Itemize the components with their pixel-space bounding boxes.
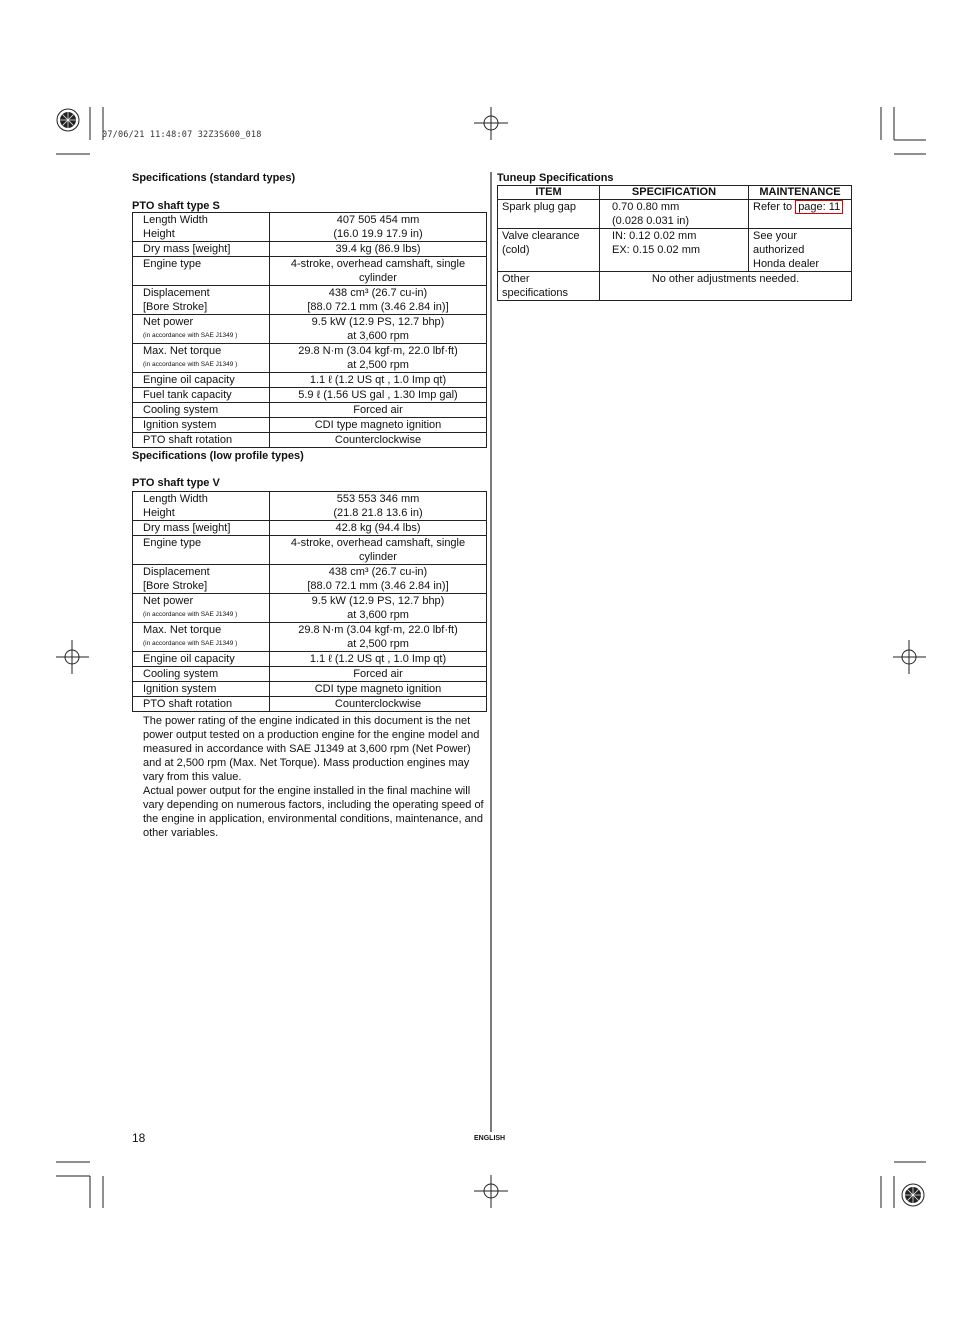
heading-low-profile-types: Specifications (low profile types) bbox=[132, 450, 304, 462]
sae-note: (in accordance with SAE J1349 ) bbox=[143, 611, 238, 618]
spec-label-cell bbox=[133, 565, 270, 594]
print-stamp: 07/06/21 11:48:07 32Z3S600_018 bbox=[102, 130, 262, 140]
table-row bbox=[133, 286, 487, 315]
item-cell: Valve clearance (cold) bbox=[498, 229, 600, 272]
page-number: 18 bbox=[132, 1131, 146, 1145]
spec-value-cell: 4-stroke, overhead camshaft, single cylinder bbox=[270, 536, 487, 565]
spec-value-cell: 5.9 ℓ (1.56 US gal , 1.30 Imp gal) bbox=[270, 388, 487, 403]
spec-value-cell: 39.4 kg (86.9 lbs) bbox=[270, 242, 487, 257]
spec-value-cell: 553 553 346 mm (21.8 21.8 13.6 in) bbox=[270, 492, 487, 521]
table-row bbox=[133, 213, 487, 242]
spec-label-cell bbox=[133, 492, 270, 521]
spec-label: Engine oil capacity bbox=[143, 374, 235, 386]
spec-value-cell: Counterclockwise bbox=[270, 433, 487, 448]
spec-label: Displacement [Bore Stroke] bbox=[143, 566, 210, 592]
spec-table-v bbox=[132, 491, 487, 712]
spec-label: Net power bbox=[143, 316, 194, 328]
item-cell: Spark plug gap bbox=[498, 200, 600, 229]
table-v-title: PTO shaft type V bbox=[132, 477, 220, 489]
table-row bbox=[133, 652, 487, 667]
spec-label: Dry mass [weight] bbox=[143, 243, 231, 255]
spec-value-cell: CDI type magneto ignition bbox=[270, 682, 487, 697]
table-row bbox=[133, 492, 487, 521]
spec-value-cell: CDI type magneto ignition bbox=[270, 418, 487, 433]
spec-label-cell bbox=[133, 433, 270, 448]
language-label: ENGLISH bbox=[474, 1135, 506, 1142]
spec-value-cell: 29.8 N·m (3.04 kgf·m, 22.0 lbf·ft) at 2,500 rpm bbox=[270, 344, 487, 373]
spec-label: Cooling system bbox=[143, 668, 219, 680]
registration-target-icon bbox=[902, 1184, 924, 1206]
table-row bbox=[498, 200, 852, 229]
table-row bbox=[133, 403, 487, 418]
spec-label: Net power bbox=[143, 595, 194, 607]
spec-label-cell bbox=[133, 697, 270, 712]
spec-label-cell bbox=[133, 403, 270, 418]
spec-value-cell: Forced air bbox=[270, 403, 487, 418]
maintenance-cell: See your authorized Honda dealer bbox=[749, 229, 852, 272]
table-row bbox=[133, 623, 487, 652]
spec-label: Length Width Height bbox=[143, 493, 208, 519]
sae-note: (in accordance with SAE J1349 ) bbox=[143, 332, 238, 339]
page-reference-link[interactable]: page: 11 bbox=[795, 200, 843, 214]
table-row bbox=[133, 521, 487, 536]
table-row bbox=[133, 257, 487, 286]
table-row bbox=[133, 433, 487, 448]
table-row bbox=[133, 242, 487, 257]
spec-label-cell bbox=[133, 373, 270, 388]
table-row bbox=[133, 373, 487, 388]
spec-value-cell: Counterclockwise bbox=[270, 697, 487, 712]
spec-label: Max. Net torque bbox=[143, 624, 222, 636]
spec-label: Displacement [Bore Stroke] bbox=[143, 287, 210, 313]
sae-note: (in accordance with SAE J1349 ) bbox=[143, 640, 238, 647]
maintenance-cell bbox=[749, 200, 852, 229]
spec-label: Ignition system bbox=[143, 683, 217, 695]
maintenance-prefix: Refer to bbox=[753, 201, 796, 213]
spec-span-cell: No other adjustments needed. bbox=[600, 272, 852, 301]
spec-value-cell: 29.8 N·m (3.04 kgf·m, 22.0 lbf·ft) at 2,500 rpm bbox=[270, 623, 487, 652]
spec-label-cell bbox=[133, 536, 270, 565]
spec-label-cell bbox=[133, 344, 270, 373]
table-s-title: PTO shaft type S bbox=[132, 200, 220, 212]
spec-value-cell: 9.5 kW (12.9 PS, 12.7 bhp) at 3,600 rpm bbox=[270, 594, 487, 623]
heading-standard-types: Specifications (standard types) bbox=[132, 172, 296, 184]
spec-label: Engine type bbox=[143, 537, 202, 549]
table-row bbox=[498, 272, 852, 301]
power-rating-note bbox=[143, 714, 488, 840]
tuneup-heading: Tuneup Specifications bbox=[497, 172, 614, 184]
sae-note: (in accordance with SAE J1349 ) bbox=[143, 361, 238, 368]
table-row bbox=[133, 536, 487, 565]
spec-label: Engine type bbox=[143, 258, 202, 270]
tuneup-table bbox=[497, 185, 852, 301]
spec-label: Fuel tank capacity bbox=[143, 389, 232, 401]
spec-label-cell bbox=[133, 667, 270, 682]
table-row bbox=[498, 229, 852, 272]
spec-label-cell bbox=[133, 623, 270, 652]
spec-label-cell bbox=[133, 521, 270, 536]
registration-target-icon bbox=[57, 109, 79, 131]
table-row bbox=[133, 697, 487, 712]
spec-cell: IN: 0.12 0.02 mm EX: 0.15 0.02 mm bbox=[600, 229, 749, 272]
spec-label: PTO shaft rotation bbox=[143, 434, 233, 446]
spec-label-cell bbox=[133, 388, 270, 403]
spec-label: Ignition system bbox=[143, 419, 217, 431]
power-rating-paragraph: The power rating of the engine indicated in this document is the net power output tested on a production engine for the engine model and measured in accordance with SAE J1349 at 3,600 rpm (Net Power) and at 2,500 rpm (Max. Net Torque). Mass production engines may vary from this value. bbox=[143, 715, 480, 783]
table-row bbox=[133, 594, 487, 623]
actual-power-paragraph: Actual power output for the engine installed in the final machine will vary depending on numerous factors, including the operating speed of the engine in application, environmental conditions, maintenance, and other variables. bbox=[143, 785, 484, 839]
spec-label: PTO shaft rotation bbox=[143, 698, 233, 710]
spec-label: Cooling system bbox=[143, 404, 219, 416]
spec-table-s bbox=[132, 212, 487, 448]
item-cell: Other specifications bbox=[498, 272, 600, 301]
spec-label-cell bbox=[133, 286, 270, 315]
spec-label-cell bbox=[133, 315, 270, 344]
spec-label: Max. Net torque bbox=[143, 345, 222, 357]
spec-label: Length Width Height bbox=[143, 214, 208, 240]
spec-label: Engine oil capacity bbox=[143, 653, 235, 665]
table-row bbox=[133, 315, 487, 344]
spec-label-cell bbox=[133, 652, 270, 667]
table-row bbox=[133, 667, 487, 682]
spec-label-cell bbox=[133, 682, 270, 697]
spec-label-cell bbox=[133, 257, 270, 286]
spec-value-cell: 438 cm³ (26.7 cu-in) [88.0 72.1 mm (3.46 2.84 in)] bbox=[270, 286, 487, 315]
spec-label: Dry mass [weight] bbox=[143, 522, 231, 534]
column-header-maintenance: MAINTENANCE bbox=[749, 186, 852, 200]
spec-label-cell bbox=[133, 213, 270, 242]
spec-value-cell: 1.1 ℓ (1.2 US qt , 1.0 Imp qt) bbox=[270, 652, 487, 667]
spec-value-cell: 1.1 ℓ (1.2 US qt , 1.0 Imp qt) bbox=[270, 373, 487, 388]
spec-value-cell: 9.5 kW (12.9 PS, 12.7 bhp) at 3,600 rpm bbox=[270, 315, 487, 344]
spec-value-cell: Forced air bbox=[270, 667, 487, 682]
table-row bbox=[133, 682, 487, 697]
spec-value-cell: 438 cm³ (26.7 cu-in) [88.0 72.1 mm (3.46 2.84 in)] bbox=[270, 565, 487, 594]
spec-label-cell bbox=[133, 594, 270, 623]
table-row bbox=[133, 565, 487, 594]
table-row bbox=[133, 388, 487, 403]
column-header-item: ITEM bbox=[498, 186, 600, 200]
table-row bbox=[133, 344, 487, 373]
spec-value-cell: 407 505 454 mm (16.0 19.9 17.9 in) bbox=[270, 213, 487, 242]
spec-value-cell: 4-stroke, overhead camshaft, single cylinder bbox=[270, 257, 487, 286]
spec-value-cell: 42.8 kg (94.4 lbs) bbox=[270, 521, 487, 536]
spec-label-cell bbox=[133, 418, 270, 433]
table-row bbox=[133, 418, 487, 433]
spec-cell: 0.70 0.80 mm (0.028 0.031 in) bbox=[600, 200, 749, 229]
spec-label-cell bbox=[133, 242, 270, 257]
column-header-specification: SPECIFICATION bbox=[600, 186, 749, 200]
